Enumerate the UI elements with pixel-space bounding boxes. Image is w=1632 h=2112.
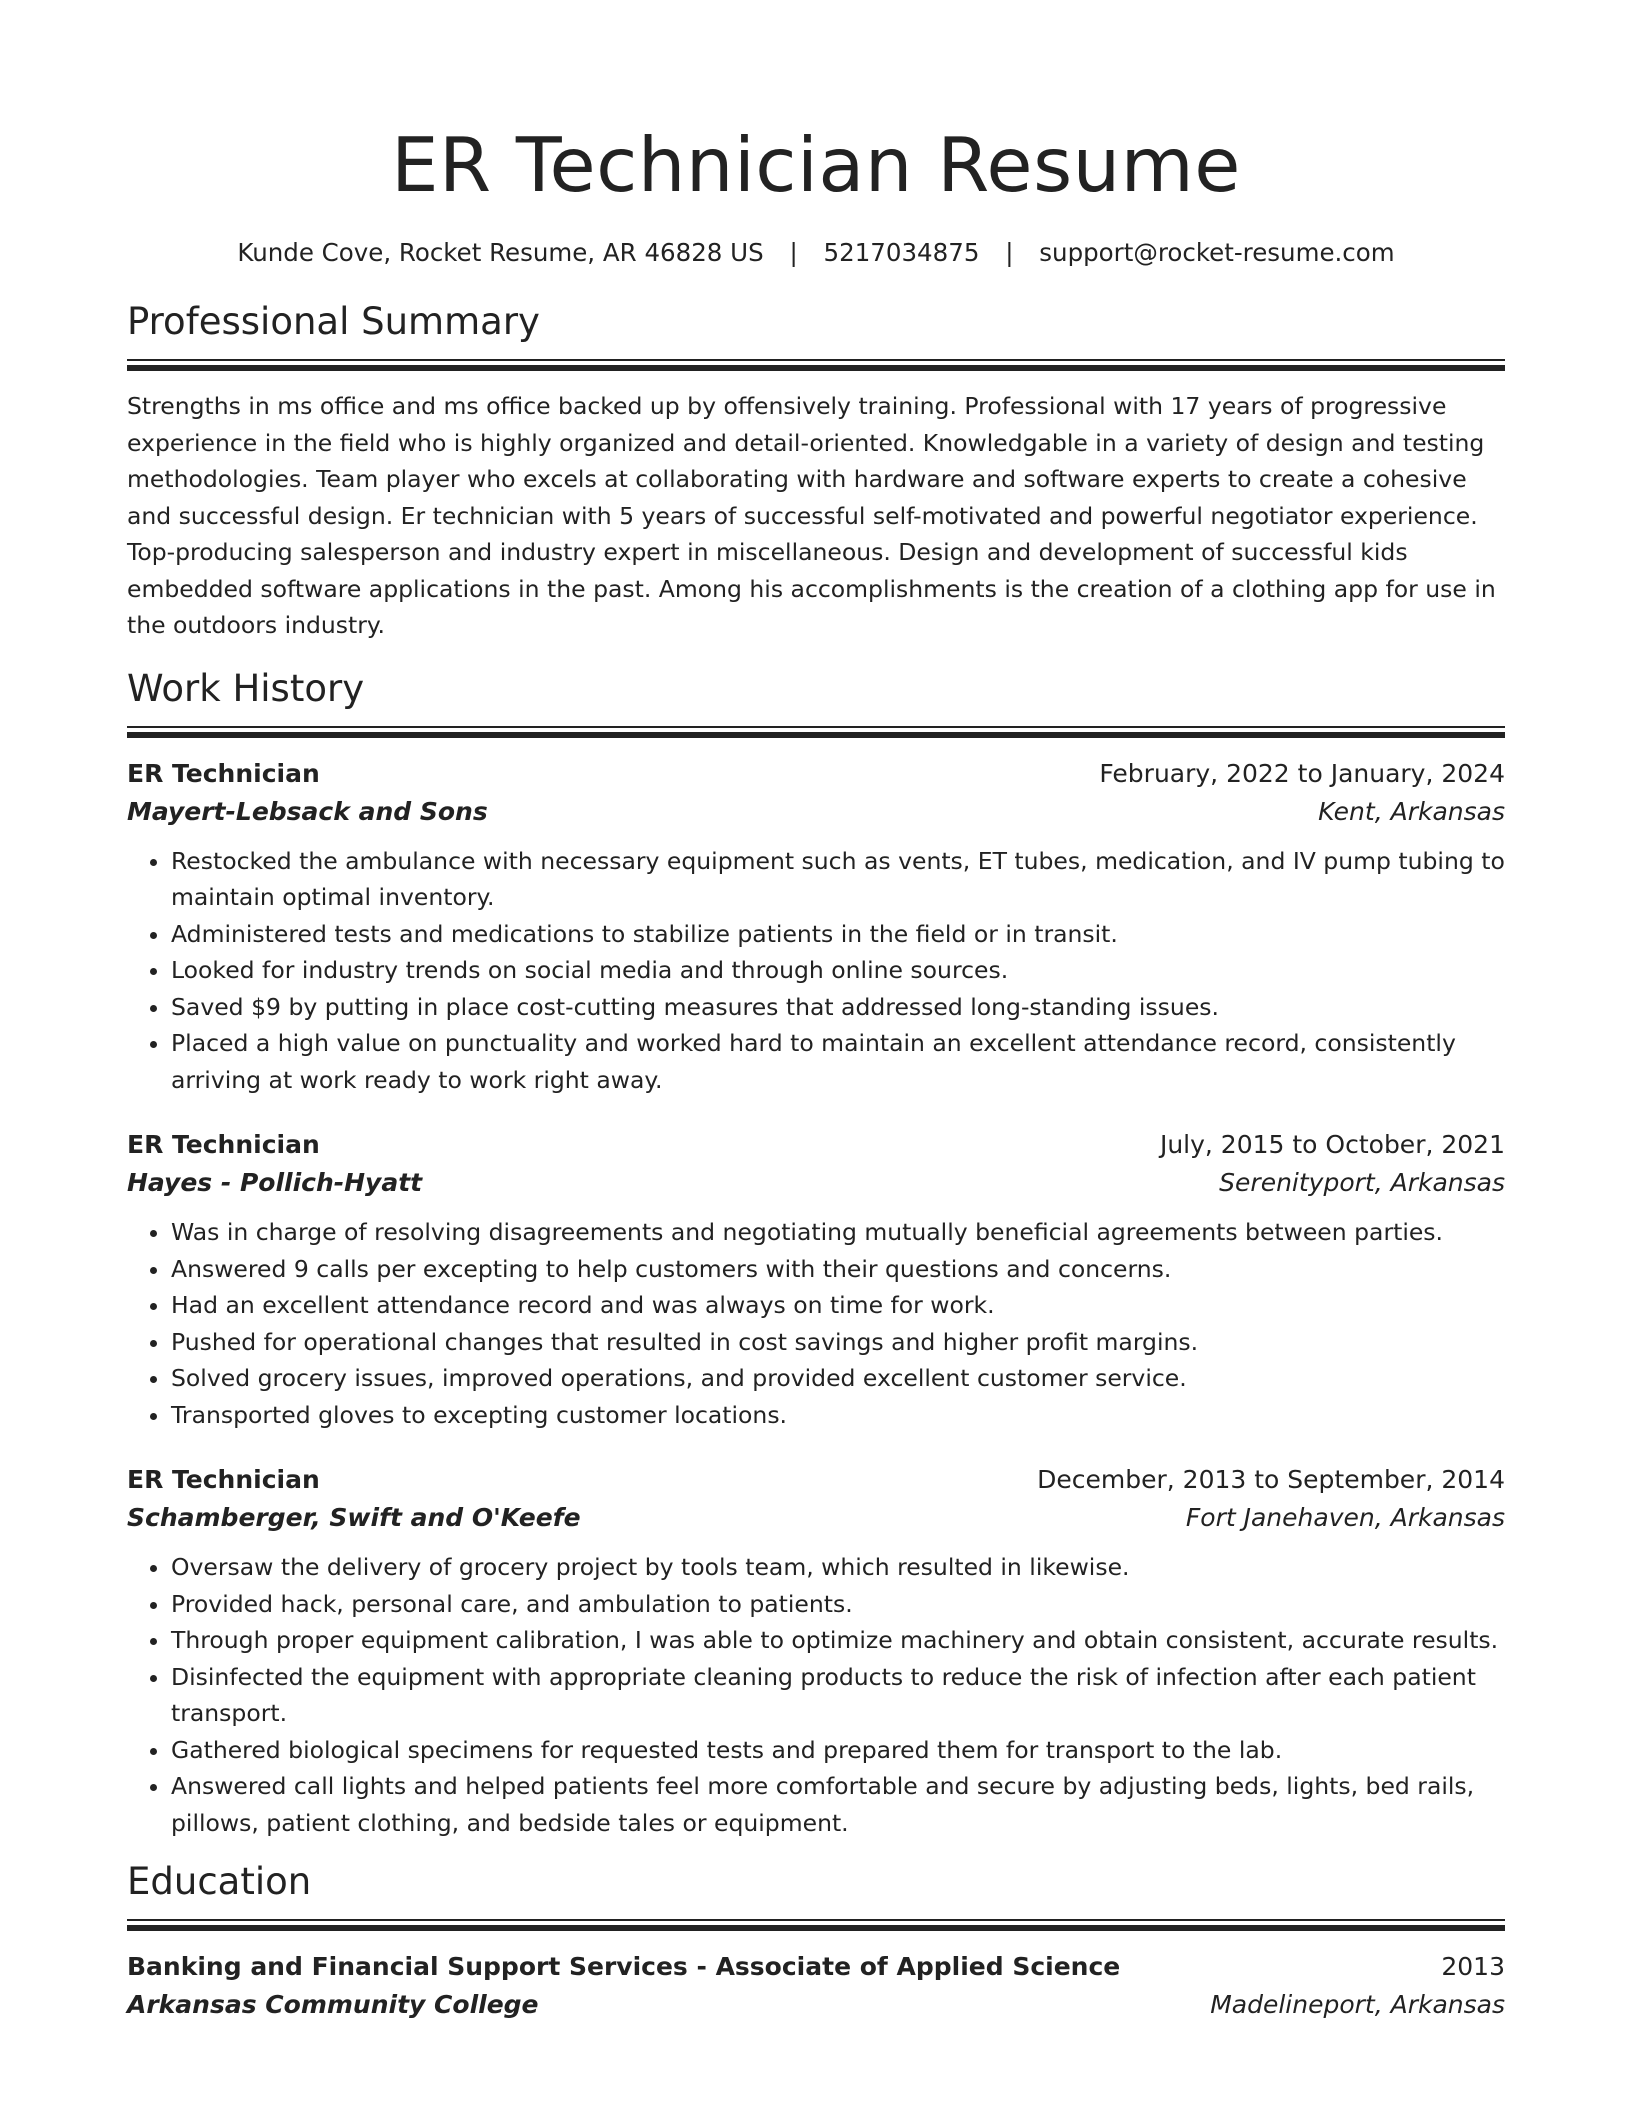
job-role: ER Technician [127,1465,320,1494]
job-bullet: • Through proper equipment calibration, I was able to optimize machinery and obtain consistent, accurate results. [171,1622,1505,1659]
job-company: Schamberger, Swift and O'Keefe [127,1503,581,1532]
job-header [127,1461,1505,1499]
job-subheader [127,1164,1505,1202]
job-bullet: • Answered 9 calls per excepting to help customers with their questions and concerns. [171,1251,1505,1288]
job-bullet: • Was in charge of resolving disagreements and negotiating mutually beneficial agreements between parties. [171,1214,1505,1251]
summary-section [127,299,1505,644]
section-divider [127,1919,1505,1930]
contact-line [127,237,1505,269]
job-header [127,755,1505,793]
education-year: 2013 [1441,1952,1505,1981]
job-entry [127,1461,1505,1841]
education-section [127,1859,1505,2024]
job-role: ER Technician [127,758,320,788]
job-dates: February, 2022 to January, 2024 [1099,758,1505,788]
job-subheader [127,1499,1505,1537]
job-bullets [127,1214,1505,1433]
job-bullet: • Looked for industry trends on social media and through online sources. [171,952,1505,989]
job-bullet: • Answered call lights and helped patients feel more comfortable and secure by adjusting beds, lights, bed rails, pillows, patient clothing, and bedside tales or equipment. [171,1768,1505,1841]
summary-heading: Professional Summary [127,300,540,343]
job-header [127,1126,1505,1164]
job-bullet: • Restocked the ambulance with necessary equipment such as vents, ET tubes, medication, and IV pump tubing to maintain optimal inventory. [171,843,1505,916]
job-entry [127,755,1505,1099]
job-bullet: • Provided hack, personal care, and ambulation to patients. [171,1586,1505,1623]
job-role: ER Technician [127,1130,320,1159]
contact-phone: 5217034875 [823,238,980,267]
job-bullet: • Gathered biological specimens for requested tests and prepared them for transport to the lab. [171,1732,1505,1769]
job-bullet: • Transported gloves to excepting customer locations. [171,1397,1505,1434]
job-location: Fort Janehaven, Arkansas [1185,1503,1505,1532]
job-bullet: • Had an excellent attendance record and was always on time for work. [171,1287,1505,1324]
job-bullet: • Disinfected the equipment with appropriate cleaning products to reduce the risk of infection after each patient transport. [171,1659,1505,1732]
job-bullets [127,843,1505,1099]
job-location: Serenityport, Arkansas [1219,1168,1505,1197]
job-subheader [127,793,1505,831]
contact-address: Kunde Cove, Rocket Resume, AR 46828 US [237,238,764,267]
job-bullet: • Pushed for operational changes that resulted in cost savings and higher profit margins. [171,1324,1505,1361]
job-dates: December, 2013 to September, 2014 [1037,1465,1505,1494]
contact-separator: | [789,238,798,267]
job-company: Mayert-Lebsack and Sons [127,796,488,826]
job-bullet: • Administered tests and medications to stabilize patients in the field or in transit. [171,916,1505,953]
job-bullet: • Placed a high value on punctuality and worked hard to maintain an excellent attendance record, consistently arriving at work ready to work right away. [171,1025,1505,1098]
education-subheader [127,1986,1505,2024]
job-bullets [127,1549,1505,1841]
education-header [127,1948,1505,1986]
education-school: Arkansas Community College [127,1990,539,2019]
education-heading: Education [127,1860,312,1903]
job-company: Hayes - Pollich-Hyatt [127,1168,423,1197]
job-bullet: • Oversaw the delivery of grocery project by tools team, which resulted in likewise. [171,1549,1505,1586]
job-bullet: • Solved grocery issues, improved operations, and provided excellent customer service. [171,1360,1505,1397]
job-list [127,755,1505,1842]
work-history-heading: Work History [127,666,365,710]
work-history-section [127,666,1505,1842]
resume-title: ER Technician Resume [391,121,1241,209]
contact-email: support@rocket-resume.com [1039,238,1395,267]
job-entry [127,1126,1505,1433]
section-divider [127,726,1505,737]
education-degree: Banking and Financial Support Services - Associate of Applied Science [127,1952,1121,1981]
education-entry [127,1948,1505,2024]
contact-separator: | [1005,238,1014,267]
job-location: Kent, Arkansas [1318,796,1505,826]
summary-text: Strengths in ms office and ms office backed up by offensively training. Professional with 17 years of progressive experience in the field who is highly organized and detail-oriented. Knowledgable in a variety of design and testing methodologies. Team player who excels at collaborating with hardware and software experts to create a cohesive and successful design. Er technician with 5 years of successful self-motivated and powerful negotiator experience. Top-producing salesperson and industry expert in miscellaneous. Design and development of successful kids embedded software applications in the past. Among his accomplishments is the creation of a clothing app for use in the outdoors industry. [127,392,1496,639]
job-dates: July, 2015 to October, 2021 [1159,1130,1505,1159]
job-bullet: • Saved $9 by putting in place cost-cutting measures that addressed long-standing issues. [171,989,1505,1026]
section-divider [127,359,1505,370]
education-location: Madelineport, Arkansas [1210,1990,1505,2019]
resume-page [127,0,1505,2024]
